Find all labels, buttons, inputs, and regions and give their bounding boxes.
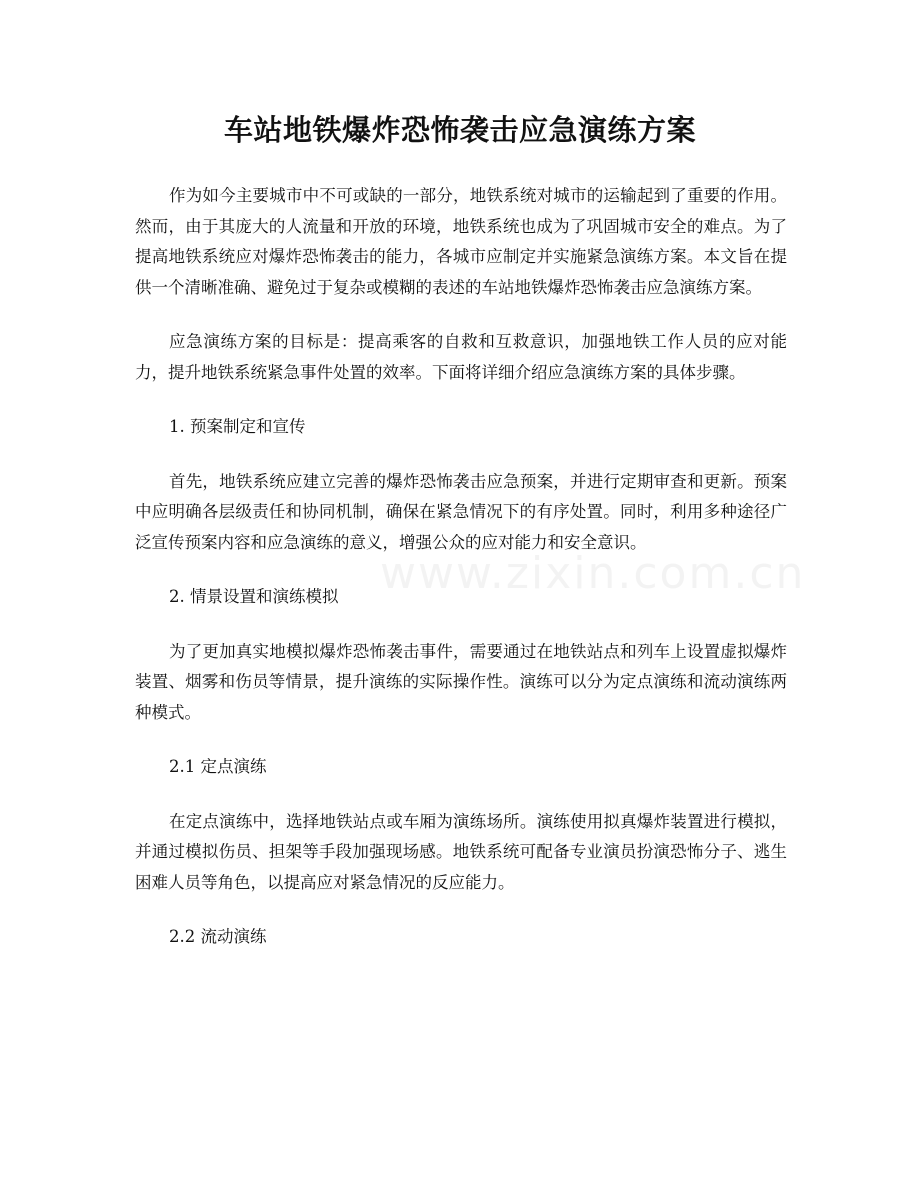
section-heading-2-1: 2.1 定点演练 — [169, 757, 267, 776]
document-body — [135, 181, 787, 977]
section-heading-2-2: 2.2 流动演练 — [169, 927, 267, 946]
document-title: 车站地铁爆炸恐怖袭击应急演练方案 — [223, 113, 696, 147]
paragraph-intro: 作为如今主要城市中不可或缺的一部分，地铁系统对城市的运输起到了重要的作用。然而，由于其庞大的人流量和开放的环境，地铁系统也成为了巩固城市安全的难点。为了提高地铁系统应对爆炸恐怖袭击的能力，各城市应制定并实施紧急演练方案。本文旨在提供一个清晰准确、避免过于复杂或模糊的表述的车站地铁爆炸恐怖袭击应急演练方案。 — [135, 186, 787, 297]
paragraph-section-2-1: 在定点演练中，选择地铁站点或车厢为演练场所。演练使用拟真爆炸装置进行模拟，并通过模拟伤员、担架等手段加强现场感。地铁系统可配备专业演员扮演恐怖分子、逃生困难人员等角色，以提高应对紧急情况的反应能力。 — [135, 811, 787, 892]
paragraph-section-1: 首先，地铁系统应建立完善的爆炸恐怖袭击应急预案，并进行定期审查和更新。预案中应明确各层级责任和协同机制，确保在紧急情况下的有序处置。同时，利用多种途径广泛宣传预案内容和应急演练的意义，增强公众的应对能力和安全意识。 — [135, 471, 787, 552]
section-heading-1: 1. 预案制定和宣传 — [169, 417, 306, 436]
watermark: www.zixin.com.cn — [380, 548, 806, 599]
paragraph-section-2: 为了更加真实地模拟爆炸恐怖袭击事件，需要通过在地铁站点和列车上设置虚拟爆炸装置、烟雾和伤员等情景，提升演练的实际操作性。演练可以分为定点演练和流动演练两种模式。 — [135, 641, 787, 722]
section-heading-2: 2. 情景设置和演练模拟 — [169, 587, 339, 606]
paragraph-goal: 应急演练方案的目标是：提高乘客的自救和互救意识，加强地铁工作人员的应对能力，提升地铁系统紧急事件处置的效率。下面将详细介绍应急演练方案的具体步骤。 — [135, 332, 787, 382]
